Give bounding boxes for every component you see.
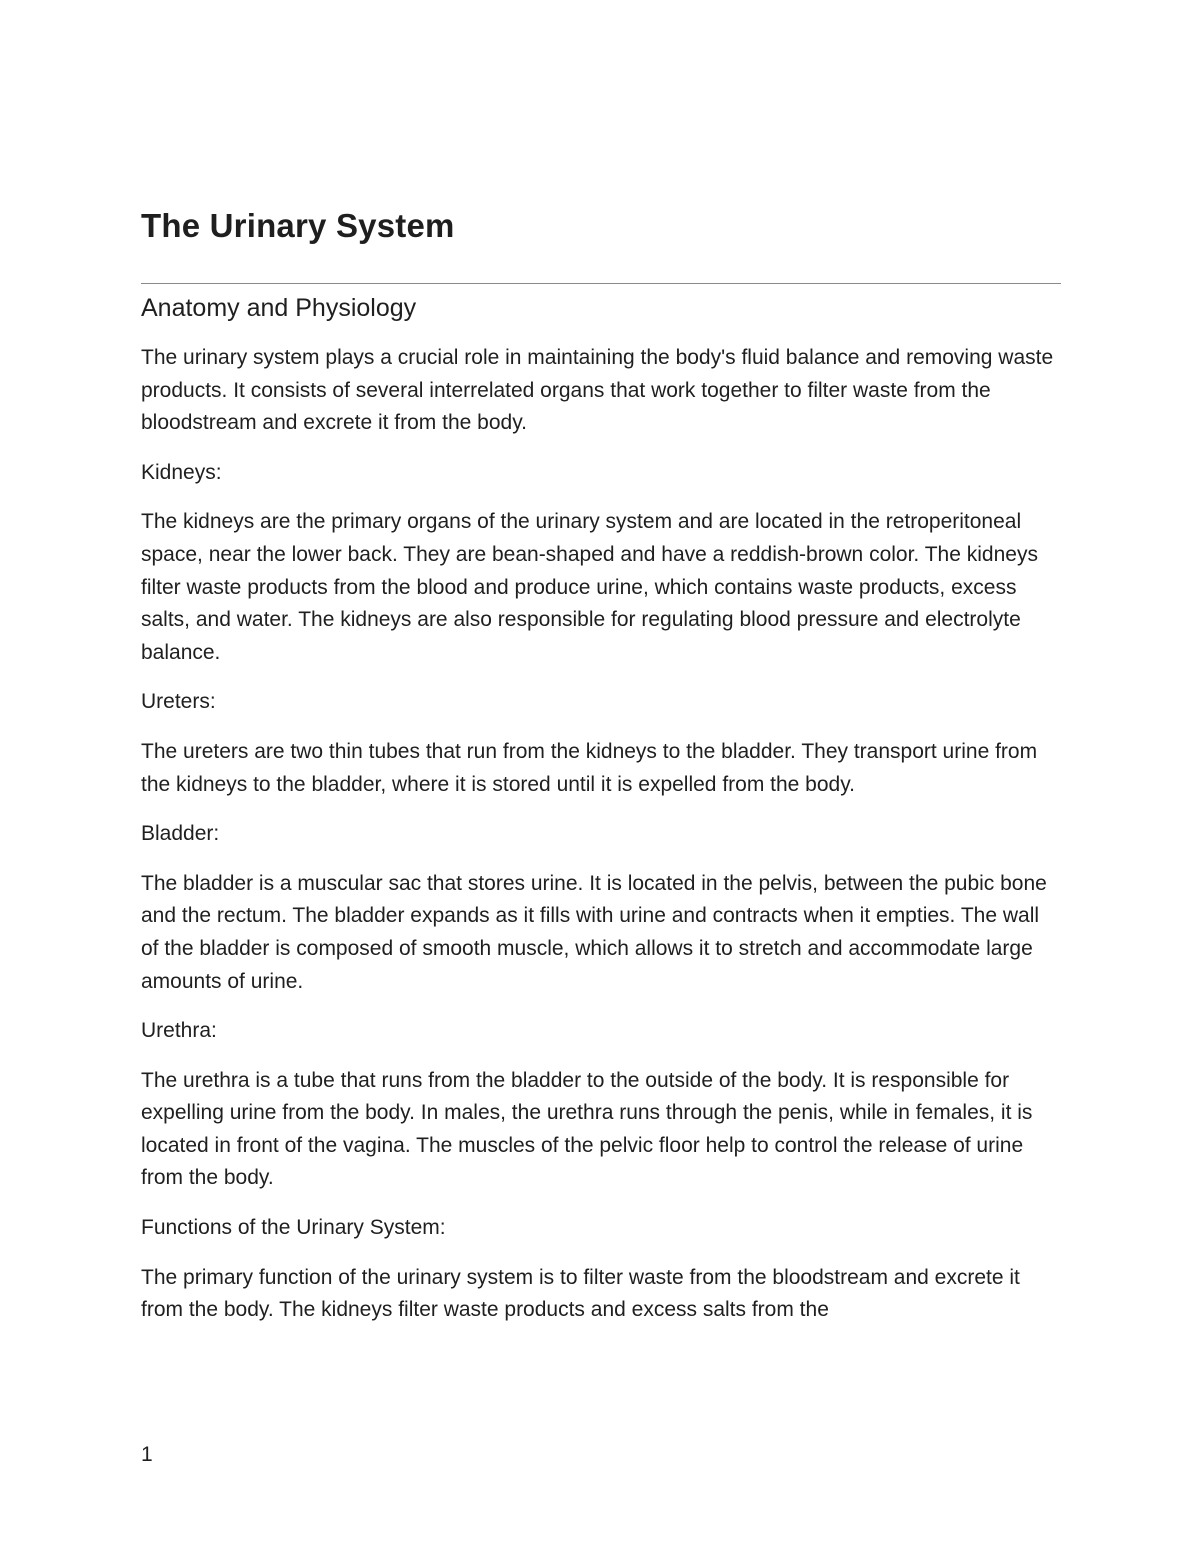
ureters-paragraph: The ureters are two thin tubes that run from the kidneys to the bladder. They transport urine from the kidneys to the bladder, where it is stored until it is expelled from the body. [141,739,1038,796]
document-body [141,291,1061,1344]
kidneys-paragraph: The kidneys are the primary organs of the urinary system and are located in the retroperitoneal space, near the lower back. They are bean-shaped and have a reddish-brown color. The kidneys filter waste products from the blood and produce urine, which contains waste products, excess salts, and water. The kidneys are also responsible for regulating blood pressure and electrolyte balance. [141,510,1038,664]
section-heading: Anatomy and Physiology [141,294,417,322]
bladder-paragraph: The bladder is a muscular sac that stores urine. It is located in the pelvis, between the pubic bone and the rectum. The bladder expands as it fills with urine and contracts when it empties. The wall of the bladder is composed of smooth muscle, which allows it to stretch and accommodate large amounts of urine. [141,871,1047,993]
functions-paragraph: The primary function of the urinary system is to filter waste from the bloodstream and excrete it from the body. The kidneys filter waste products and excess salts from the [141,1265,1020,1322]
functions-label: Functions of the Urinary System: [141,1216,446,1240]
kidneys-label: Kidneys: [141,460,222,484]
bladder-label: Bladder: [141,822,220,846]
intro-paragraph: The urinary system plays a crucial role in maintaining the body's fluid balance and removing waste products. It consists of several interrelated organs that work together to filter waste from the bloodstream and excrete it from the body. [141,346,1054,435]
urethra-label: Urethra: [141,1019,217,1043]
ureters-label: Ureters: [141,690,216,714]
document-title: The Urinary System [141,207,455,244]
document-page [141,0,1061,1553]
page-number: 1 [141,1443,153,1466]
title-divider [141,283,1061,284]
urethra-paragraph: The urethra is a tube that runs from the bladder to the outside of the body. It is responsible for expelling urine from the body. In males, the urethra runs through the penis, while in females, it is located in front of the vagina. The muscles of the pelvic floor help to control the release of urine from the body. [141,1068,1033,1190]
